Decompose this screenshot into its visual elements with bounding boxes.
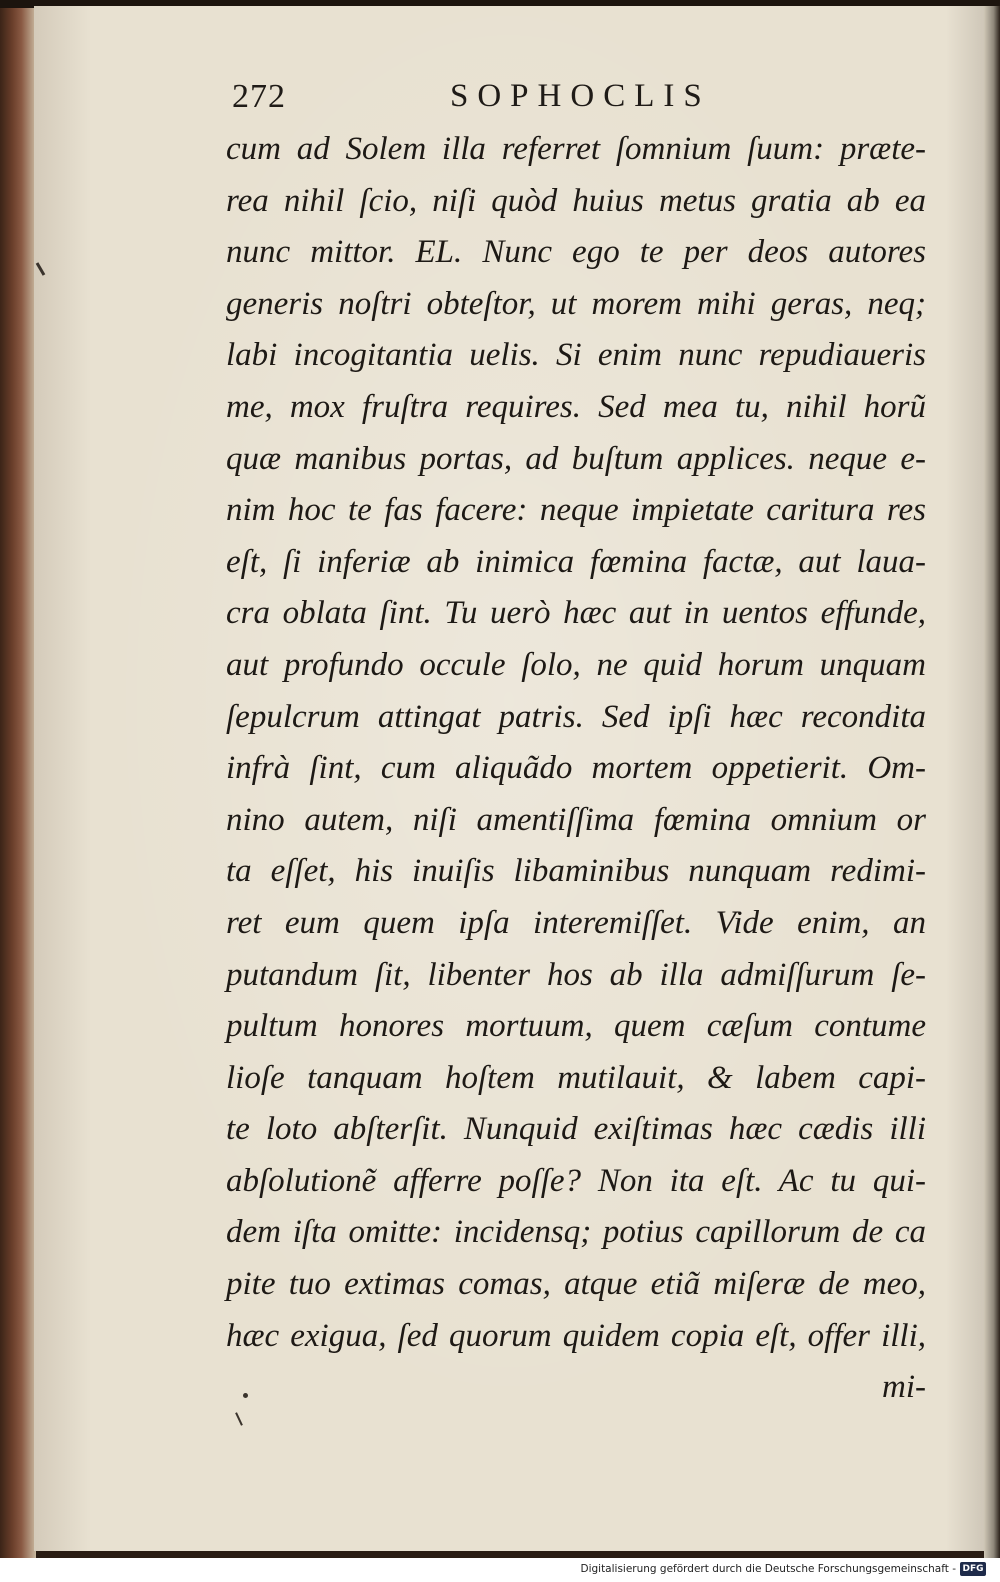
text-line: me, mox fruſtra requires. Sed mea tu, nihil horũ [226, 388, 926, 425]
text-line: generis noſtri obteſtor, ut morem mihi geras, neq; [226, 285, 926, 322]
text-line: hæc exigua, ſed quorum quidem copia eſt, offer illi, [226, 1317, 926, 1354]
text-block [226, 124, 926, 1414]
text-line: dem iſta omitte: incidensq; potius capillorum de ca [226, 1214, 926, 1251]
text-line: te loto abſterſit. Nunquid exiſtimas hæc cædis illi [226, 1111, 926, 1148]
text-line: nim hoc te fas facere: neque impietate caritura res [226, 492, 926, 529]
text-line: pultum honores mortuum, quem cæſum contume [226, 1008, 926, 1045]
text-line: ſepulcrum attingat patris. Sed ipſi hæc recondita [226, 698, 926, 735]
text-line: infrà ſint, cum aliquãdo mortem oppetierit. Om- [226, 750, 926, 787]
text-line: nunc mittor. EL. Nunc ego te per deos autores [226, 234, 926, 271]
text-line: ta eſſet, his inuiſis libaminibus nunquam redimi- [226, 853, 926, 890]
text-line: ret eum quem ipſa interemiſſet. Vide enim, an [226, 904, 926, 941]
text-line: nino autem, niſi amentiſſima fœmina omnium or [226, 801, 926, 838]
text-line: cra oblata ſint. Tu uerò hæc aut in uentos effunde, [226, 595, 926, 632]
text-line: eſt, ſi inferiæ ab inimica fœmina factæ, aut laua- [226, 543, 926, 580]
text-line: pite tuo extimas comas, atque etiã miſeræ de meo, [226, 1266, 926, 1303]
text-line: putandum ſit, libenter hos ab illa admiſſurum ſe- [226, 956, 926, 993]
dfg-logo: DFG [960, 1562, 986, 1576]
catchword: mi- [882, 1369, 926, 1406]
book-spine-edge [0, 0, 36, 1558]
text-line: lioſe tanquam hoſtem mutilauit, & labem capi- [226, 1059, 926, 1096]
running-head: SOPHOCLIS [450, 78, 711, 114]
stray-mark [235, 1412, 243, 1426]
stray-mark [36, 262, 46, 276]
text-line: aut profundo occule ſolo, ne quid horum unquam [226, 646, 926, 683]
page-right-edge [984, 6, 1000, 1558]
funding-credit: Digitalisierung gefördert durch die Deutsche Forschungsgemeinschaft - [580, 1563, 956, 1575]
text-line: quæ manibus portas, ad buſtum applices. neque e- [226, 440, 926, 477]
text-line: rea nihil ſcio, niſi quòd huius metus gratia ab ea [226, 182, 926, 219]
page-header [232, 78, 932, 122]
text-line: abſolutionẽ afferre poſſe? Non ita eſt. Ac tu qui- [226, 1162, 926, 1199]
footer-bar [0, 1558, 1000, 1582]
text-line: labi incogitantia uelis. Si enim nunc repudiaueris [226, 337, 926, 374]
text-line: cum ad Solem illa referret ſomnium ſuum: præte- [226, 131, 926, 167]
page-number: 272 [232, 78, 286, 115]
